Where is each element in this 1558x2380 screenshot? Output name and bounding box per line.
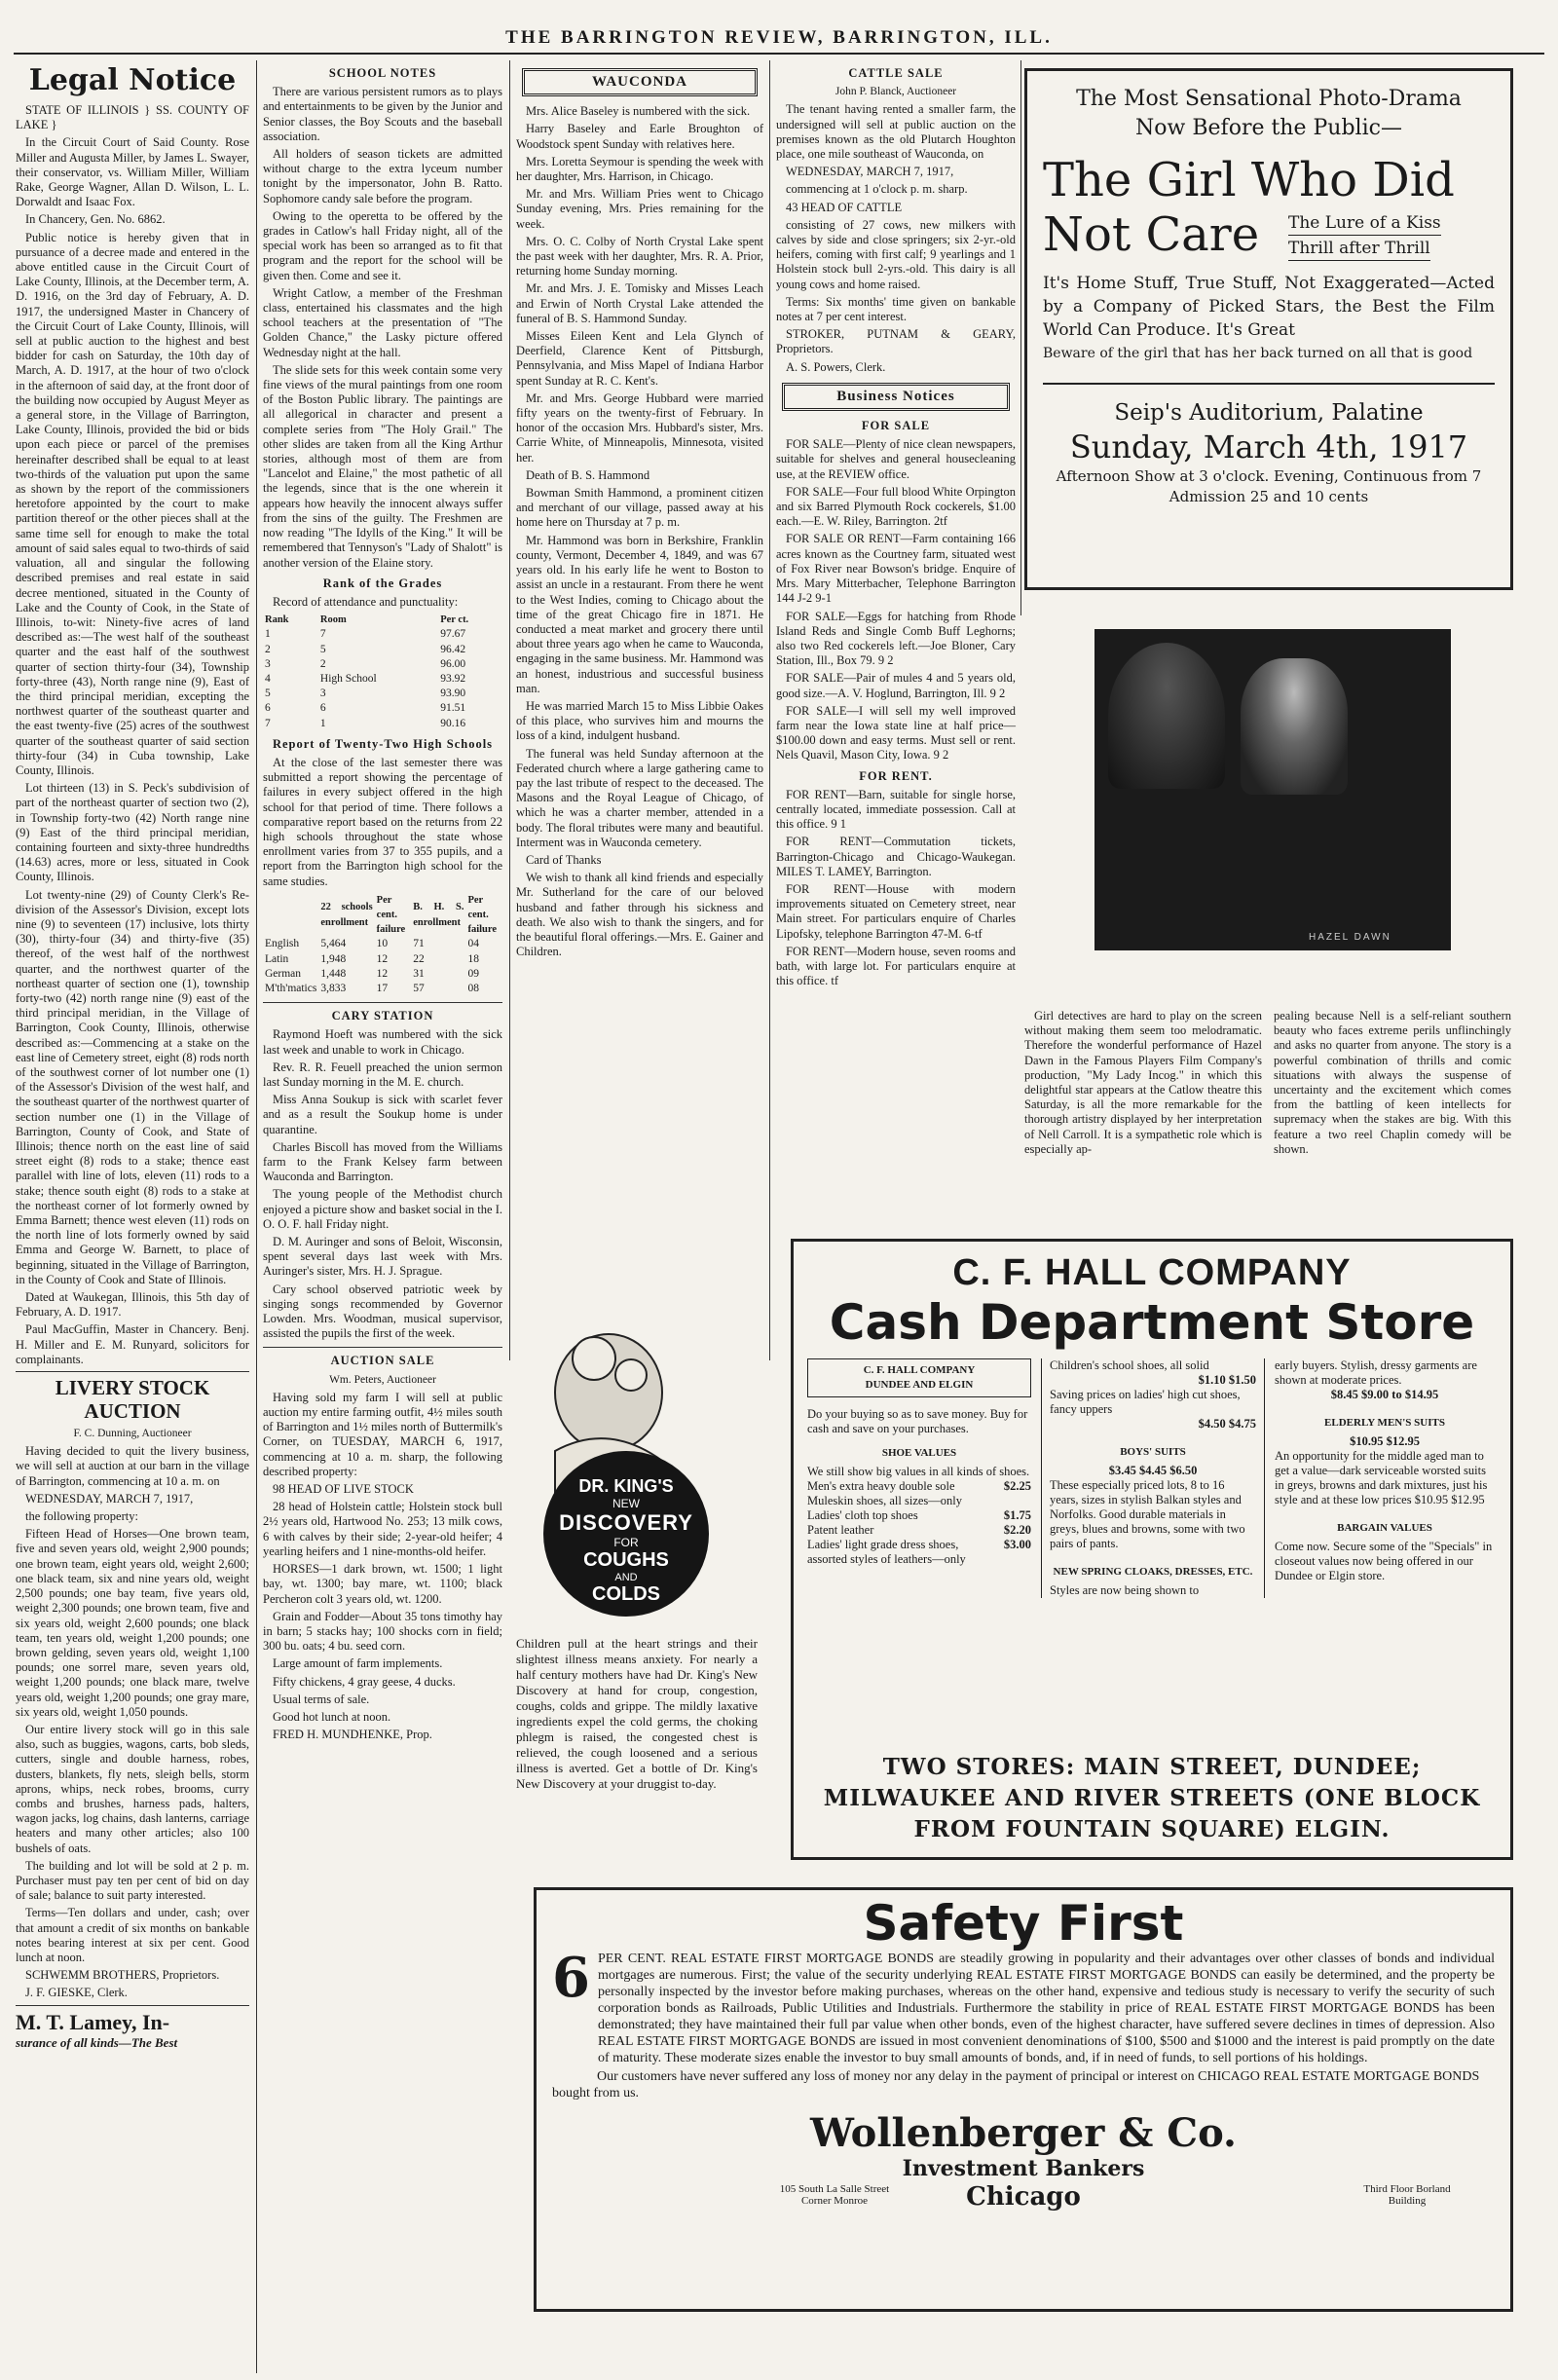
livery-paragraph: The building and lot will be sold at 2 p. m. Purchaser must pay ten per cent of bid on day of sale; balance to suit party interested. bbox=[16, 1858, 249, 1903]
shoe-values-text: We still show big values in all kinds of shoes. bbox=[807, 1465, 1030, 1478]
school-notes-title: SCHOOL NOTES bbox=[328, 66, 437, 80]
table-cell: 18 bbox=[467, 952, 479, 965]
school-paragraph: Wright Catlow, a member of the Freshman class, entertained his classmates and the high school teachers at the presentation of "The Golden Chance," the Lasky picture offered Wednesday night at the hall. bbox=[263, 285, 502, 359]
dr-kings-badge: DR. KING'S NEW DISCOVERY FOR COUGHS AND COLDS bbox=[543, 1451, 709, 1617]
hall-company-name: C. F. HALL COMPANY bbox=[952, 1252, 1352, 1293]
safety-body: PER CENT. REAL ESTATE FIRST MORTGAGE BONDS are steadily growing in popularity and their advantages over other classes of bonds and individual mortgages are numerous. First; the value of the security underlying REAL ESTATE FIRST MORTGAGE BONDS can easily be determined, and the property be personally inspected by the investor before making purchases, whereas on the other hand, expensive and tedious study is necessary to verify the security of such corporation bonds as Railroads, Public Utilities and Industrials. Furthermore the stability in price of REAL ESTATE FIRST MORTGAGE BONDS has been demonstrated; they have maintained their full par value when other bonds, even of the highest character, have suffered severe declines in times of depression. Also REAL ESTATE FIRST MORTGAGE BONDS are issued in most convenient denominations of $100, $500 and $1000 and the interest is paid promptly on the date of maturity. These moderate sizes enable the investor to buy small amounts of bonds, and, if in need of funds, to sell portions of his holdings. bbox=[597, 1952, 1495, 2065]
auction-paragraph: HORSES—1 dark brown, wt. 1500; 1 light bay, wt. 1300; bay mare, wt. 1100; black Percheron colt 3 years old, wt. 1200. bbox=[263, 1562, 502, 1606]
auction-paragraph: Fifty chickens, 4 gray geese, 4 ducks. bbox=[273, 1674, 456, 1689]
table-cell: 2 bbox=[319, 657, 326, 670]
table-cell: M'th'matics bbox=[265, 982, 317, 994]
legal-paragraph: In the Circuit Court of Said County. Rose Miller and Augusta Miller, by James L. Swayer, their conservator, vs. William Miller, William Rake, George Wagner, Allan D. Wilson, L. L. Dorwaldt and Isaac Fox. bbox=[16, 135, 249, 209]
hall-intro: Do your buying so as to save money. Buy for cash and save on your purchases. bbox=[807, 1407, 1028, 1435]
for-rent-item: FOR RENT—Commutation tickets, Barrington-Chicago and Chicago-Waukegan. MILES T. LAMEY, Barrington. bbox=[776, 835, 1016, 878]
spring-title: NEW SPRING CLOAKS, DRESSES, ETC. bbox=[1053, 1566, 1253, 1578]
spring-text: Styles are now being shown to bbox=[1050, 1583, 1200, 1597]
cattle-body bbox=[776, 102, 1016, 374]
shoe-item bbox=[807, 1508, 1031, 1523]
cary-paragraph: Cary school observed patriotic week by singing songs recommended by Governor Lowden. Mrs. Woodman, musical supervisor, assisted the pupils the first of the week. bbox=[263, 1282, 502, 1341]
bargain-text: Come now. Secure some of the "Specials" in closeout values now being offered in our Dundee or Elgin store. bbox=[1275, 1540, 1493, 1582]
column-3 bbox=[516, 60, 763, 959]
table-cell: 04 bbox=[467, 938, 479, 950]
legal-paragraph: Lot twenty-nine (29) of County Clerk's Re-division of the Assessor's Division, except lots nine (9) to seventeen (17) inclusive, lots thirty (30), thirty-four (34) and thirty-five (35) thereof, of the west half of the northwest quarter, and the northwest quarter of the northeast quarter of section one (1), township forty-two (42) north range nine (9) east of the third principal meridian, in the Village of Barrington, Cook County, Illinois, otherwise described as:—Commencing at a stake on the east line of Cemetery street, eight (8) rods north of the southwest corner of lot number one (1) of the Assessor's Division of the west half, and the southeast quarter of the northwest quarter of section number one (1) in the Village of Barrington, County of Cook, and State of Illinois; thence north on the east line of said street eight (8) rods to a stake; thence east parallel with line of lots, eleven (11) rods to a stake; thence south eight (8) rods to a stake at the northeast corner of lot formerly owned by Emma Barnett; thence west eleven (11) rods on the north line of lots formerly owned by said Emma and George W. Barnett, to place of beginning, situated in the Village of Barrington, in the County of Cook and State of Illinois. bbox=[16, 887, 249, 1286]
dr-kings-ad bbox=[516, 1305, 765, 1889]
photo-ad-title-b: Not Care bbox=[1043, 207, 1260, 262]
wauconda-paragraph: Misses Eileen Kent and Lela Glynch of Deerfield, Clarence Kent of Pittsburgh, Pennsylvania, and Miss Mapel of Indiana Harbor spent Sunday at R. C. Kent's. bbox=[516, 329, 763, 388]
photo-drama-ad bbox=[1024, 68, 1513, 590]
cattle-paragraph: Terms: Six months' time given on bankable notes at 7 per cent interest. bbox=[776, 294, 1016, 324]
ladies-shoes-prices: $4.50 $4.75 bbox=[1198, 1417, 1256, 1431]
table-cell: 12 bbox=[376, 952, 389, 965]
for-sale-item: FOR SALE—Four full blood White Orpington and six Barred Plymouth Rock cockerels, $1.00 each.—E. W. Riley, Barrington. 2tf bbox=[776, 484, 1016, 529]
table-header: Per ct. bbox=[440, 614, 469, 626]
column-4 bbox=[776, 60, 1016, 988]
shoe-item bbox=[807, 1523, 1031, 1538]
safety-addr-right: Third Floor Borland Building bbox=[1363, 2183, 1451, 2207]
shoe-item bbox=[807, 1479, 1031, 1508]
wauconda-paragraph: Harry Baseley and Earle Broughton of Woodstock spent Sunday with relatives here. bbox=[516, 122, 763, 151]
table-cell: 93.90 bbox=[440, 688, 466, 700]
column-1 bbox=[16, 60, 249, 2373]
cattle-title: CATTLE SALE bbox=[848, 66, 944, 80]
rank-row bbox=[263, 672, 502, 687]
column-2 bbox=[263, 60, 502, 2373]
elderly-title: ELDERLY MEN'S SUITS bbox=[1324, 1417, 1445, 1429]
safety-big-digit: 6 bbox=[552, 1946, 590, 2010]
hazel-dawn-photo bbox=[1094, 629, 1451, 950]
safety-city: Chicago bbox=[966, 2182, 1081, 2212]
shoe-item-price: $3.00 bbox=[1003, 1538, 1031, 1551]
table-cell: 1,448 bbox=[320, 967, 347, 980]
wauconda-body bbox=[516, 104, 763, 959]
livery-paragraph: Terms—Ten dollars and under, cash; over that amount a credit of six months on bankable notes bearing interest at six per cent. Good lunch at noon. bbox=[16, 1906, 249, 1964]
report-table bbox=[263, 893, 502, 996]
cattle-paragraph: STROKER, PUTNAM & GEARY, Proprietors. bbox=[776, 327, 1016, 356]
cattle-paragraph: 43 HEAD OF CATTLE bbox=[786, 200, 903, 214]
school-paragraph: The slide sets for this week contain some very fine views of the mural paintings from one room of the Boston Public library. The paintings are all allegorical in character and present a complete series from "The Holy Grail." The other slides are taken from all the King Arthur stories, although most of them are from "Lancelot and Elaine," the most pathetic of all the legends, since that is the one wherein it appears how heavily the innocent always suffer from the sins of the guilty. The Freshmen are now reading "The Idylls of the King." It will be remembered that Tennyson's "Lady of Shalott" is another version of the Elaine story. bbox=[263, 362, 502, 570]
auction-paragraph: Grain and Fodder—About 35 tons timothy hay in barn; 5 stacks hay; 100 shocks corn in field; 300 bu. oats; 4 bu. seed corn. bbox=[263, 1609, 502, 1654]
livery-title: LIVERY STOCK AUCTION bbox=[55, 1376, 210, 1424]
shoe-item bbox=[807, 1538, 1031, 1567]
wauconda-paragraph: Bowman Smith Hammond, a prominent citizen and merchant of our village, passed away at his home here on Thursday at 7 p. m. bbox=[516, 486, 763, 530]
report-row bbox=[263, 937, 502, 951]
school-paragraph: Owing to the operetta to be offered by the grades in Catlow's hall Friday night, all of the special work has been so arranged as to fit that program and the report for the school will be given then. Come and see it. bbox=[263, 208, 502, 282]
legal-paragraph: Lot thirteen (13) in S. Peck's subdivision of part of the northeast quarter of section two (2), in Township forty-two (42) North range nine (9) East of the third principal meridian, containing fourteen and sixty-three hundredths (14.63) acres, more or less, situated in Cook County, Illinois. bbox=[16, 781, 249, 884]
shoe-item-label: Ladies' light grade dress shoes, assorted styles of leathers—only bbox=[807, 1538, 966, 1566]
livery-paragraph: J. F. GIESKE, Clerk. bbox=[25, 1986, 128, 2000]
wauconda-paragraph: Card of Thanks bbox=[526, 852, 602, 867]
shoe-item-label: Patent leather bbox=[807, 1523, 874, 1537]
elderly-text: An opportunity for the middle aged man to get a value—dark serviceable worsted suits in greys, browns and dark mixtures, just his style and at these low prices $10.95 $12.95 bbox=[1275, 1449, 1488, 1506]
table-cell: 1 bbox=[265, 628, 271, 641]
table-cell: 10 bbox=[376, 938, 389, 950]
photo-ad-times: Afternoon Show at 3 o'clock. Evening, Continuous from 7 bbox=[1056, 467, 1482, 485]
business-notices-title: Business Notices bbox=[782, 383, 1010, 411]
early-buyers-text: early buyers. Stylish, dressy garments are shown at moderate prices. bbox=[1275, 1358, 1477, 1387]
report-row bbox=[263, 982, 502, 996]
table-cell: 71 bbox=[413, 938, 425, 950]
wauconda-paragraph: Mrs. Loretta Seymour is spending the week with her daughter, Mrs. Harrison, in Chicago. bbox=[516, 154, 763, 184]
shoe-item-label: Men's extra heavy double sole Muleskin shoes, all sizes—only bbox=[807, 1479, 963, 1507]
table-cell: 2 bbox=[265, 643, 271, 655]
cary-body bbox=[263, 1027, 502, 1341]
legal-paragraph: STATE OF ILLINOIS } SS. COUNTY OF LAKE } bbox=[16, 103, 249, 132]
column-divider bbox=[769, 60, 770, 1360]
masthead-rule bbox=[14, 53, 1544, 55]
rank-row bbox=[263, 627, 502, 642]
auction-paragraph: Usual terms of sale. bbox=[273, 1692, 370, 1706]
auction-paragraph: 28 head of Holstein cattle; Holstein stock bull 2½ years old, Hartwood No. 253; 13 milk cows, 6 with calves by their side; 2-year-old heifer; 4 yearling heifers and 1 nine-months-old heifer. bbox=[263, 1500, 502, 1558]
auction-paragraph: Having sold my farm I will sell at public auction my entire farming outfit, 4½ miles south of Barrington and 1½ miles north of Buttermilk's Corner, on TUESDAY, MARCH 6, 1917, commencing at 10 a. m. sharp, the following described property: bbox=[263, 1390, 502, 1478]
report-row bbox=[263, 967, 502, 982]
photo-figure-right bbox=[1241, 658, 1348, 795]
dr-kings-text: Children pull at the heart strings and their slightest illness means anxiety. For nearly a half century mothers have had Dr. King's New Discovery at hand for croup, congestion, coughs, colds and grippe. The mildly laxative ingredients expel the cold germs, the choking phlegm is raised, the congested chest is relieved, the cough loosened and a serious illness is averted. Get a bottle of Dr. King's New Discovery at your druggist to-day. bbox=[516, 1636, 758, 1791]
table-cell: 97.67 bbox=[440, 628, 466, 641]
cattle-auctioneer: John P. Blanck, Auctioneer bbox=[835, 86, 957, 98]
column-divider bbox=[509, 60, 510, 1360]
cattle-paragraph: WEDNESDAY, MARCH 7, 1917, bbox=[786, 165, 954, 179]
for-sale-item: FOR SALE—I will sell my well improved farm near the Iowa state line at half price—$100.00 down and easy terms. Must sell or rent. Nels Quavil, Mason City, Iowa. 9 2 bbox=[776, 703, 1016, 762]
table-cell: 7 bbox=[265, 717, 271, 729]
rank-title: Rank of the Grades bbox=[322, 576, 443, 590]
cattle-paragraph: A. S. Powers, Clerk. bbox=[786, 359, 886, 374]
auction-body bbox=[263, 1391, 502, 1742]
table-cell: 57 bbox=[413, 982, 425, 994]
table-cell: 4 bbox=[265, 672, 271, 685]
lamey-ad-subtitle: surance of all kinds—The Best bbox=[16, 2034, 178, 2050]
wauconda-paragraph: We wish to thank all kind friends and especially Mr. Sutherland for the care of our beloved husband and father through his sickness and death. We also wish to thank the singers, and for the beautiful floral offerings.—Mrs. E. Gainer and Children. bbox=[516, 871, 763, 959]
table-cell: 7 bbox=[319, 628, 326, 641]
auction-paragraph: 98 HEAD OF LIVE STOCK bbox=[273, 1482, 414, 1497]
table-header bbox=[263, 893, 318, 938]
shoe-item-price: $1.75 bbox=[1003, 1508, 1031, 1522]
rank-row bbox=[263, 717, 502, 731]
ladies-shoes-text: Saving prices on ladies' high cut shoes, fancy uppers bbox=[1050, 1388, 1241, 1416]
shoe-list bbox=[807, 1479, 1031, 1567]
auction-paragraph: FRED H. MUNDHENKE, Prop. bbox=[273, 1728, 432, 1742]
cattle-paragraph: The tenant having rented a smaller farm, the undersigned will sell at public auction on the premises known as the old Plutarch Houghton place, one mile southeast of Wauconda, on bbox=[776, 102, 1016, 162]
auction-auctioneer: Wm. Peters, Auctioneer bbox=[329, 1373, 436, 1386]
for-sale-item: FOR SALE—Plenty of nice clean newspapers, suitable for shelves and general housecleaning use, at the REVIEW office. bbox=[776, 437, 1016, 481]
shoe-item-price: $2.25 bbox=[1003, 1479, 1031, 1493]
livery-paragraph: Our entire livery stock will go in this sale also, such as buggies, wagons, carts, bob sleds, cutters, single and double harness, robes, dusters, blankets, fly nets, sleigh bells, storm aprons, whips, neck robes, brooms, curry combs and brushes, harness pads, halters, wagon jacks, log chains, dash lanterns, carriage heaters and many other articles; also 100 bushels of oats. bbox=[16, 1722, 249, 1855]
auction-title: AUCTION SALE bbox=[330, 1354, 435, 1368]
table-cell: 5 bbox=[265, 688, 271, 700]
table-cell: German bbox=[265, 967, 302, 980]
table-header: Rank bbox=[265, 614, 289, 626]
rank-intro: Record of attendance and punctuality: bbox=[273, 594, 459, 609]
photo-ad-beware: Beware of the girl that has her back turned on all that is good bbox=[1043, 346, 1473, 361]
livery-auctioneer: F. C. Dunning, Auctioneer bbox=[73, 1428, 192, 1440]
table-cell: 17 bbox=[376, 982, 389, 994]
auction-paragraph: Large amount of farm implements. bbox=[273, 1656, 443, 1671]
table-cell: 5,464 bbox=[320, 938, 347, 950]
photo-ad-sub1: The Lure of a Kiss bbox=[1288, 211, 1441, 236]
legal-notice-body bbox=[16, 103, 249, 1367]
wauconda-paragraph: Mr. and Mrs. J. E. Tomisky and Misses Leach and Erwin of North Crystal Lake attended the funeral of B. S. Hammond Sunday. bbox=[516, 281, 763, 325]
wauconda-paragraph: The funeral was held Sunday afternoon at the Federated church where a large gathering came to pay the last tribute of respect to the deceased. The Masons and the Royal League of Chicago, of which he was a charter member, attended in a body. The floral tributes were many and beautiful. Interment was in Wauconda cemetery. bbox=[516, 746, 763, 849]
rank-row bbox=[263, 687, 502, 701]
for-sale-list bbox=[776, 437, 1016, 762]
boys-suits-prices: $3.45 $4.45 $6.50 bbox=[1108, 1464, 1198, 1477]
for-rent-item: FOR RENT—Modern house, seven rooms and bath, with large lot. For particulars enquire at this office. tf bbox=[776, 944, 1016, 988]
cary-title: CARY STATION bbox=[331, 1009, 434, 1023]
column-divider bbox=[256, 60, 257, 2373]
table-header: Room bbox=[319, 614, 347, 626]
table-header: Per cent. failure bbox=[376, 894, 406, 936]
for-rent-item: FOR RENT—House with modern improvements situated on Cemetery street, near Main street. For particulars enquire of Charles Lipofsky, telephone Barrington 47-M. 6-tf bbox=[776, 881, 1016, 941]
hall-company-ad bbox=[791, 1239, 1513, 1860]
photo-ad-admission: Admission 25 and 10 cents bbox=[1168, 488, 1369, 505]
for-sale-item: FOR SALE—Eggs for hatching from Rhode Island Reds and Single Comb Buff Leghorns; also two Red cockerels left.—Joe Bloner, Cary Station, Ill., Box 79. 9 2 bbox=[776, 609, 1016, 668]
livery-paragraph: SCHWEMM BROTHERS, Proprietors. bbox=[25, 1968, 220, 1983]
children-shoes-prices: $1.10 $1.50 bbox=[1198, 1373, 1256, 1387]
boys-suits-text: These especially priced lots, 8 to 16 years, sizes in stylish Balkan styles and Norfolks. Good durable materials in greys, blues and browns, some with two pairs of pants. bbox=[1050, 1478, 1245, 1550]
table-cell: 96.00 bbox=[440, 657, 466, 670]
shoe-values-title: SHOE VALUES bbox=[881, 1447, 957, 1459]
rank-row bbox=[263, 643, 502, 657]
table-cell: 6 bbox=[319, 702, 326, 715]
for-sale-item: FOR SALE OR RENT—Farm containing 166 acres known as the Courtney farm, situated west of Fox River near Bowson's bridge. Enquire of Mrs. Mary Mitterbacher, Telephone Barrington 144 J-2 9-1 bbox=[776, 532, 1016, 606]
cary-paragraph: Raymond Hoeft was numbered with the sick last week and unable to work in Chicago. bbox=[263, 1027, 502, 1057]
wauconda-paragraph: Mrs. O. C. Colby of North Crystal Lake spent the past week with her daughter, Mrs. R. A. Prior, returning home Sunday morning. bbox=[516, 234, 763, 279]
hazel-text-left: Girl detectives are hard to play on the screen without making them seem too melodramatic. Therefore the wonderful performance of Hazel Dawn in the Famous Players Film Company's production, "My Lady Incog." in which this delightful star appears at the Catlow theatre this Saturday, is all the more remarkable for the thorough artistry displayed by her interpretation of Nell Carroll. It is a sympathetic role which is especially ap- bbox=[1024, 1009, 1262, 1156]
wauconda-paragraph: Mrs. Alice Baseley is numbered with the sick. bbox=[526, 104, 751, 119]
safety-firm-sub: Investment Bankers bbox=[902, 2156, 1145, 2181]
report-title: Report of Twenty-Two High Schools bbox=[272, 736, 494, 751]
auction-paragraph: Good hot lunch at noon. bbox=[273, 1709, 391, 1724]
table-cell: English bbox=[265, 938, 300, 950]
wauconda-paragraph: He was married March 15 to Miss Libbie Oakes of this place, who survives him and mourns the loss of a kind, indulgent husband. bbox=[516, 698, 763, 743]
hall-sub-box: C. F. HALL COMPANY DUNDEE AND ELGIN bbox=[807, 1358, 1031, 1397]
wauconda-paragraph: Mr. and Mrs. William Pries went to Chicago Sunday evening, Mrs. Pries remaining for the week. bbox=[516, 187, 763, 231]
table-cell: 08 bbox=[467, 982, 479, 994]
for-rent-title: FOR RENT. bbox=[859, 768, 933, 783]
cary-paragraph: The young people of the Methodist church enjoyed a picture show and basket social in the I. O. O. F. hall Friday night. bbox=[263, 1187, 502, 1231]
wauconda-paragraph: Death of B. S. Hammond bbox=[526, 467, 650, 482]
rank-row bbox=[263, 701, 502, 716]
bargain-title: BARGAIN VALUES bbox=[1337, 1522, 1432, 1534]
school-paragraph: There are various persistent rumors as to plays and entertainments to be given by the Junior and Senior classes, the Boy Scouts and the baseball association. bbox=[263, 85, 502, 143]
table-header: Per cent. failure bbox=[467, 894, 498, 936]
wauconda-paragraph: Mr. Hammond was born in Berkshire, Franklin county, Vermont, December 4, 1849, and was 67 years old. In his early life he went to Boston to assist an uncle in a restaurant. From there he went to the West Indies, coming to Chicago about the time of the great Chicago fire in 1871. He conducted a meat market and grocery there until about three years ago when he came to Wauconda, engaging in the same business. Mr. Hammond was an honest, industrious and successful business man. bbox=[516, 533, 763, 695]
photo-ad-date: Sunday, March 4th, 1917 bbox=[1069, 428, 1468, 465]
rank-table bbox=[263, 613, 502, 731]
shoe-item-price: $2.20 bbox=[1003, 1523, 1031, 1537]
safety-body-2: Our customers have never suffered any loss of money nor any delay in the payment of principal or interest on CHICAGO REAL ESTATE MORTGAGE BONDS bought from us. bbox=[552, 2069, 1480, 2101]
school-paragraph: All holders of season tickets are admitted without charge to the extra lyceum number tonight by the impersonator, John B. Ratto. Sophomore candy sale before the program. bbox=[263, 147, 502, 205]
photo-ad-line1: The Most Sensational Photo-Drama bbox=[1076, 87, 1462, 111]
table-cell: 96.42 bbox=[440, 643, 466, 655]
photo-figure-left bbox=[1108, 643, 1225, 789]
cattle-paragraph: commencing at 1 o'clock p. m. sharp. bbox=[786, 182, 968, 197]
table-cell: High School bbox=[319, 672, 377, 685]
shoe-item-label: Ladies' cloth top shoes bbox=[807, 1508, 918, 1522]
photo-ad-line2: Now Before the Public— bbox=[1135, 116, 1402, 140]
table-cell: 09 bbox=[467, 967, 479, 980]
wauconda-title: WAUCONDA bbox=[522, 68, 758, 96]
hall-stores: TWO STORES: MAIN STREET, DUNDEE; MILWAUKEE AND RIVER STREETS (ONE BLOCK FROM FOUNTAIN SQUARE) ELGIN. bbox=[823, 1754, 1481, 1842]
school-notes-body bbox=[263, 85, 502, 571]
table-cell: 31 bbox=[413, 967, 425, 980]
legal-paragraph: Public notice is hereby given that in pursuance of a decree made and entered in the above entitled cause in the Circuit Court of Lake County, Illinois, at the December term, A. D. 1916, on the 3rd day of February, A. D. 1917, the undersigned Master in Chancery of the Circuit Court of Lake County, Illinois, will sell at public auction to the highest and best bidder for cash on Saturday, the 10th day of March, A. D. 1917, at the hour of two o'clock in the afternoon of said day, at the front door of the building now occupied by August Meyer as a general store, in the Village of Barrington, Lake County, Illinois, provided the bid or bids upon each piece or parcel of the premises hereinafter described shall be equal to at least two-thirds of the valuation put upon the same as shown by the report of the commissioners heretofore appointed by the court to make partition thereof or the other pieces shall at the same time sell for enough to make the total amount of said sales equal to two-thirds of said valuation, all and singular the following described premises and real estate in said decree mentioned, situated in the County of Lake and the County of Cook, in the State of Illinois, to-wit: Ninety-five acres of land described as:—The west half of the southeast quarter and the east half of the southwest quarter of section thirty-four (34), Township forty-three (43), North range nine (9), East of the third principal meridian, excepting the northwest quarter of the southeast quarter and the east twenty-five (25) acres of the southwest quarter of the southeast quarter of said section thirty-four (34) in Cuba township, Lake County, Illinois. bbox=[16, 230, 249, 777]
cary-paragraph: Rev. R. R. Feuell preached the union sermon last Sunday morning in the M. E. church. bbox=[263, 1060, 502, 1089]
for-rent-list bbox=[776, 788, 1016, 989]
cary-paragraph: Charles Biscoll has moved from the Williams farm to the Frank Kelsey farm between Wauconda and Barrington. bbox=[263, 1139, 502, 1184]
table-cell: 1 bbox=[319, 717, 326, 729]
for-rent-item: FOR RENT—Barn, suitable for single horse, centrally located, immediate possession. Call at this office. 9 1 bbox=[776, 787, 1016, 832]
table-cell: 12 bbox=[376, 967, 389, 980]
livery-paragraph: WEDNESDAY, MARCH 7, 1917, bbox=[25, 1491, 194, 1506]
cattle-paragraph: consisting of 27 cows, new milkers with calves by side and close springers; six 2-yr.-old heifers, coming with first calf; 9 yearlings and 1 Holstein stock bull 2-yrs.-old. This dairy is all young cows and home raised. bbox=[776, 217, 1016, 291]
column-divider bbox=[1020, 60, 1021, 615]
report-row bbox=[263, 952, 502, 967]
table-header: 22 schools enrollment bbox=[320, 902, 373, 928]
livery-paragraph: Having decided to quit the livery business, we will sell at auction at our barn in the village of Barrington, commencing at 10 a. m. on bbox=[16, 1444, 249, 1488]
table-header: B. H. S. enrollment bbox=[413, 902, 464, 928]
table-cell: 3,833 bbox=[320, 982, 347, 994]
report-body: At the close of the last semester there was submitted a report showing the percentage of failures in every subject offered in the high school for that period of time. There follows a comparative report based on the returns from 22 high schools throughout the state whose enrollment varies from 37 to 355 pupils, and a report from the Barrington high school for the same studies. bbox=[263, 755, 502, 888]
hall-store-name: Cash Department Store bbox=[829, 1294, 1475, 1351]
safety-firm: Wollenberger & Co. bbox=[810, 2110, 1237, 2156]
photo-ad-sub2: Thrill after Thrill bbox=[1288, 237, 1430, 261]
table-cell: 3 bbox=[319, 688, 326, 700]
boys-suits-title: BOYS' SUITS bbox=[1120, 1446, 1186, 1458]
livery-paragraph: Fifteen Head of Horses—One brown team, five and seven years old, weight 2,900 pounds; one brown team, eight years old, weight 2,600; one black team, six and nine years old, weight 2,500 pounds; one bay team, five years old, weight 2,300 pounds; one brown team, five and six years old, weight 2,600 pounds; one black team, ten years old, weight 1,200 pounds; one brown gelding, seven years old, weight 1,100 pounds; one sorrel mare, seven years old, weight 1,200 pounds; one black mare, twelve years old, weight 1,200 pounds; one gray mare, six years old, weight 1,050 pounds. bbox=[16, 1527, 249, 1719]
safety-first-ad bbox=[534, 1887, 1513, 2312]
hazel-text-right: pealing because Nell is a self-reliant southern beauty who faces extreme perils unflinchingly and asks no quarter from anyone. The story is a powerful combination of thrills and comic situations with always the suspense of uncertainty and the excitement which comes from the battling of keen intellects for supremacy when the stakes are big. With this feature a two reel Chaplin comedy will be shown. bbox=[1274, 1009, 1511, 1156]
for-sale-title: FOR SALE bbox=[861, 419, 931, 433]
legal-paragraph: Dated at Waukegan, Illinois, this 5th day of February, A. D. 1917. bbox=[16, 1290, 249, 1320]
legal-paragraph: Paul MacGuffin, Master in Chancery. Benj. H. Miller and E. M. Runyard, solicitors for complainants. bbox=[16, 1322, 249, 1366]
elderly-prices: $10.95 $12.95 bbox=[1350, 1434, 1420, 1448]
masthead: THE BARRINGTON REVIEW, BARRINGTON, ILL. bbox=[505, 27, 1053, 48]
table-cell: 22 bbox=[413, 952, 425, 965]
livery-paragraph: the following property: bbox=[25, 1509, 138, 1524]
safety-title: Safety First bbox=[863, 1895, 1184, 1952]
photo-ad-venue: Seip's Auditorium, Palatine bbox=[1114, 400, 1424, 426]
table-cell: 90.16 bbox=[440, 717, 466, 729]
table-cell: 5 bbox=[319, 643, 326, 655]
rank-row bbox=[263, 657, 502, 672]
table-cell: 91.51 bbox=[440, 702, 466, 715]
cary-paragraph: D. M. Auringer and sons of Beloit, Wisconsin, spent several days last week with Mrs. Auringer's sister, Mrs. H. J. Sprague. bbox=[263, 1235, 502, 1279]
wauconda-paragraph: Mr. and Mrs. George Hubbard were married fifty years on the twenty-first of February. In honor of the occasion Mrs. Hubbard's sister, Mrs. Carrie White, of Minneapolis, Minnesota, visited her. bbox=[516, 390, 763, 465]
early-buyers-prices: $8.45 $9.00 to $14.95 bbox=[1330, 1388, 1439, 1401]
photo-ad-desc: It's Home Stuff, True Stuff, Not Exaggerated—Acted by a Company of Picked Stars, the Best the Film World Can Produce. It's Great bbox=[1043, 274, 1495, 340]
children-shoes-text: Children's school shoes, all solid bbox=[1050, 1358, 1209, 1372]
lamey-ad-title: M. T. Lamey, In- bbox=[16, 2009, 170, 2034]
legal-paragraph: In Chancery, Gen. No. 6862. bbox=[25, 212, 166, 227]
table-cell: 1,948 bbox=[320, 952, 347, 965]
safety-addr-left: 105 South La Salle Street Corner Monroe bbox=[779, 2183, 890, 2207]
photo-caption: HAZEL DAWN bbox=[1309, 932, 1391, 943]
photo-ad-title-a: The Girl Who Did bbox=[1043, 153, 1455, 207]
for-sale-item: FOR SALE—Pair of mules 4 and 5 years old, good size.—A. V. Hoglund, Barrington, Ill. 9 2 bbox=[776, 671, 1016, 700]
table-cell: 3 bbox=[265, 657, 271, 670]
legal-notice-title: Legal Notice bbox=[28, 63, 237, 97]
livery-body bbox=[16, 1444, 249, 2000]
table-cell: 6 bbox=[265, 702, 271, 715]
table-cell: 93.92 bbox=[440, 672, 466, 685]
cary-paragraph: Miss Anna Soukup is sick with scarlet fever and as a result the Soukup home is under quarantine. bbox=[263, 1093, 502, 1136]
table-cell: Latin bbox=[265, 952, 289, 965]
